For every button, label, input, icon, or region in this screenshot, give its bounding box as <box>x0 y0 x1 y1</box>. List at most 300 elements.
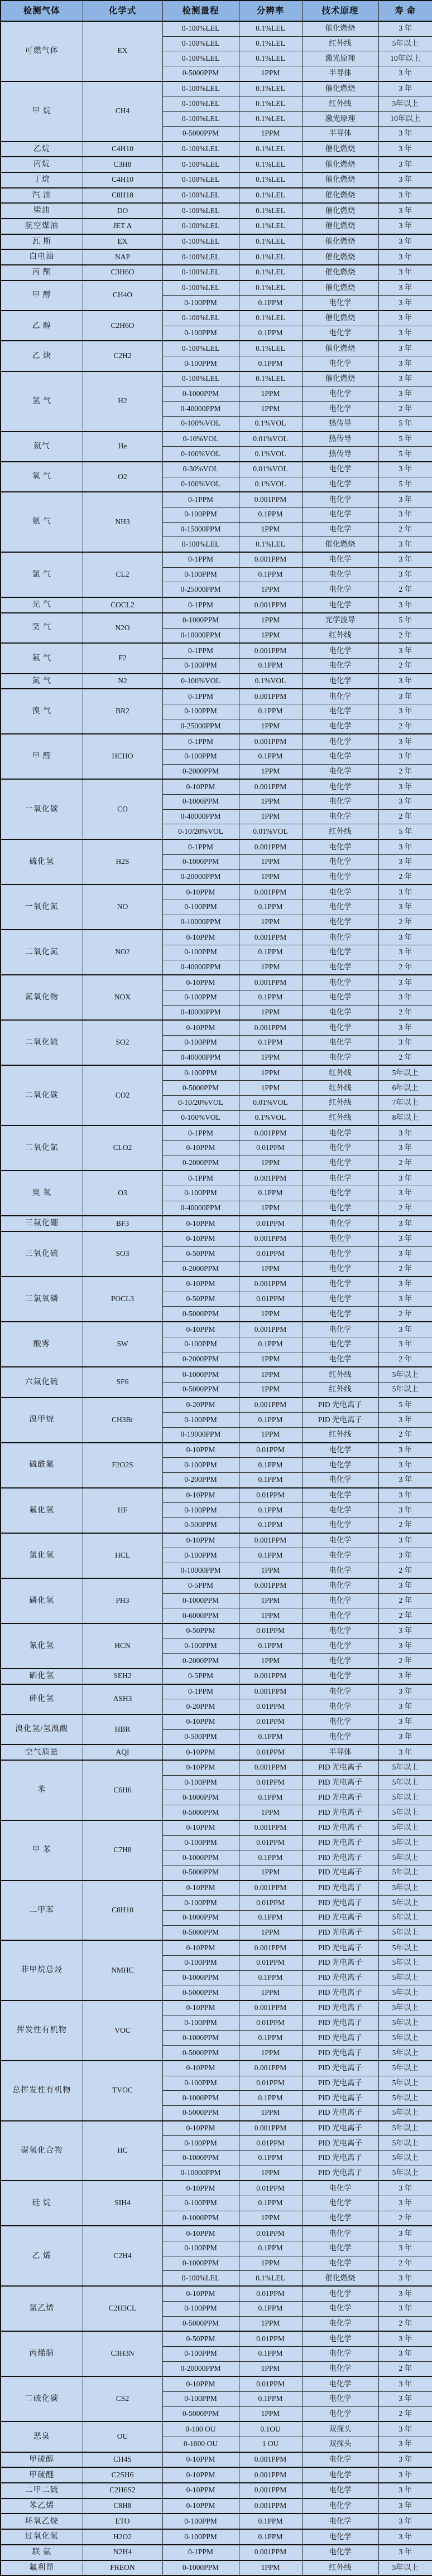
principle-cell: 催化燃烧 <box>302 2271 378 2286</box>
table-row <box>1 2181 432 2196</box>
life-cell: 5年以上 <box>378 2031 432 2046</box>
gas-name-cell: 三氧化硫 <box>1 1231 83 1277</box>
resolution-cell: 0.1%LEL <box>239 234 302 250</box>
resolution-cell: 0.001PPM <box>239 1881 302 1896</box>
formula-cell: NOX <box>83 975 162 1020</box>
range-cell: 0-1PPM <box>162 734 239 749</box>
principle-cell: 红外线 <box>302 1095 378 1110</box>
principle-cell: 催化燃烧 <box>302 281 378 296</box>
table-row <box>1 2483 432 2498</box>
table-row <box>1 734 432 749</box>
principle-cell: 红外线 <box>302 1065 378 1080</box>
resolution-cell: 0.01%VOL <box>239 1095 302 1110</box>
life-cell: 2 年 <box>378 2406 432 2422</box>
gas-name-cell: 磷化氢 <box>1 1578 83 1623</box>
gas-name-cell: 甲 醇 <box>1 281 83 311</box>
life-cell: 3 年 <box>378 1699 432 1714</box>
life-cell: 3 年 <box>378 704 432 719</box>
life-cell: 3 年 <box>378 1036 432 1051</box>
range-cell: 0-40000PPM <box>162 1050 239 1065</box>
principle-cell: 催化燃烧 <box>302 203 378 219</box>
life-cell: 5年以上 <box>378 1940 432 1955</box>
resolution-cell: 0.1PPM <box>239 567 302 582</box>
gas-name-cell: 乙 炔 <box>1 341 83 371</box>
principle-cell: 红外线 <box>302 1081 378 1096</box>
principle-cell: 电化学 <box>302 1684 378 1699</box>
formula-cell: SIH4 <box>83 2181 162 2226</box>
principle-cell: 电化学 <box>302 522 378 537</box>
principle-cell: 电化学 <box>302 1729 378 1744</box>
gas-name-cell: 氟利昂 <box>1 2560 83 2576</box>
range-cell: 0-100PPM <box>162 2016 239 2031</box>
principle-cell: 催化燃烧 <box>302 311 378 326</box>
formula-cell: C8H10 <box>83 1881 162 1941</box>
life-cell: 3 年 <box>378 2196 432 2211</box>
life-cell: 2 年 <box>378 764 432 779</box>
principle-cell: 电化学 <box>302 764 378 779</box>
principle-cell: 电化学 <box>302 597 378 613</box>
principle-cell: 电化学 <box>302 1623 378 1639</box>
principle-cell: 电化学 <box>302 296 378 311</box>
principle-cell: 电化学 <box>302 2301 378 2316</box>
life-cell: 3 年 <box>378 126 432 141</box>
formula-cell: HF <box>83 1488 162 1533</box>
resolution-cell: 1PPM <box>239 1367 302 1382</box>
principle-cell: 催化燃烧 <box>302 219 378 234</box>
gas-name-cell: 恶臭 <box>1 2422 83 2452</box>
principle-cell: PID 光电离子 <box>302 1985 378 2000</box>
range-cell: 0-1000PPM <box>162 2091 239 2106</box>
range-cell: 0-10PPM <box>162 1760 239 1775</box>
life-cell: 2 年 <box>378 1156 432 1171</box>
life-cell: 2 年 <box>378 1352 432 1367</box>
gas-name-cell: 三氯氧磷 <box>1 1277 83 1322</box>
range-cell: 0-5000PPM <box>162 2406 239 2422</box>
principle-cell: 电化学 <box>302 750 378 765</box>
range-cell: 0-40000PPM <box>162 1201 239 1216</box>
formula-cell: N2 <box>83 674 162 689</box>
life-cell: 3 年 <box>378 2422 432 2437</box>
range-cell: 0-100PPM <box>162 2529 239 2545</box>
range-cell: 0-5000PPM <box>162 126 239 141</box>
life-cell: 3 年 <box>378 1246 432 1262</box>
formula-cell: HCHO <box>83 734 162 779</box>
resolution-cell: 0.1%LEL <box>239 249 302 265</box>
life-cell: 3 年 <box>378 356 432 371</box>
formula-cell: H2S <box>83 839 162 885</box>
principle-cell: PID 光电离子 <box>302 1970 378 1985</box>
principle-cell: 半导体 <box>302 126 378 141</box>
gas-name-cell: 丙烯腈 <box>1 2331 83 2376</box>
resolution-cell: 0.001PPM <box>239 839 302 854</box>
range-cell: 0-20000PPM <box>162 2361 239 2376</box>
life-cell: 5年以上 <box>378 96 432 112</box>
formula-cell: C8H18 <box>83 188 162 204</box>
resolution-cell: 1PPM <box>239 1081 302 1096</box>
range-cell: 0-10000PPM <box>162 915 239 930</box>
life-cell: 3 年 <box>378 900 432 915</box>
range-cell: 0-1000PPM <box>162 1367 239 1382</box>
resolution-cell: 1PPM <box>239 1608 302 1623</box>
table-row <box>1 1881 432 1896</box>
gas-name-cell: 氮氧化物 <box>1 975 83 1020</box>
range-cell: 0-100PPM <box>162 1458 239 1473</box>
range-cell: 0-100PPM <box>162 296 239 311</box>
principle-cell: 红外线 <box>302 628 378 643</box>
resolution-cell: 0.1%LEL <box>239 219 302 234</box>
life-cell: 3 年 <box>378 2514 432 2529</box>
life-cell: 3 年 <box>378 945 432 960</box>
range-cell: 0-10PPM <box>162 1533 239 1548</box>
resolution-cell: 0.001PPM <box>239 689 302 704</box>
formula-cell: ASH3 <box>83 1684 162 1714</box>
table-row <box>1 885 432 900</box>
principle-cell: 电化学 <box>302 582 378 597</box>
resolution-cell: 0.01PPM <box>239 1443 302 1458</box>
principle-cell: 电化学 <box>302 1548 378 1563</box>
resolution-cell: 1PPM <box>239 522 302 537</box>
formula-cell: C2H2 <box>83 341 162 371</box>
principle-cell: 催化燃烧 <box>302 142 378 157</box>
gas-name-cell: 溴化氢/氢溴酸 <box>1 1714 83 1744</box>
resolution-cell: 0.1PPM <box>239 2301 302 2316</box>
life-cell: 5年以上 <box>378 2166 432 2181</box>
formula-cell: VOC <box>83 2000 162 2061</box>
formula-cell: CH4S <box>83 2452 162 2468</box>
resolution-cell: 0.001PPM <box>239 2545 302 2560</box>
range-cell: 0-40000PPM <box>162 960 239 975</box>
life-cell: 3 年 <box>378 371 432 386</box>
principle-cell: 电化学 <box>302 2391 378 2406</box>
table-row <box>1 613 432 628</box>
principle-cell: 电化学 <box>302 854 378 869</box>
range-cell: 0-100PPM <box>162 1775 239 1790</box>
resolution-cell: 0.01PPM <box>239 1835 302 1850</box>
range-cell: 0-100%LEL <box>162 188 239 204</box>
range-cell: 0-5000PPM <box>162 2316 239 2331</box>
table-row <box>1 674 432 689</box>
life-cell: 5年以上 <box>378 2105 432 2120</box>
life-cell: 5年以上 <box>378 1760 432 1775</box>
formula-cell: N2O <box>83 613 162 643</box>
life-cell: 3 年 <box>378 734 432 749</box>
life-cell: 10年以上 <box>378 51 432 66</box>
life-cell: 3 年 <box>378 2181 432 2196</box>
gas-name-cell: 甲 烷 <box>1 81 83 142</box>
principle-cell: 电化学 <box>302 975 378 990</box>
range-cell: 0-10/20%VOL <box>162 824 239 839</box>
formula-cell: SO3 <box>83 1231 162 1277</box>
life-cell: 3 年 <box>378 311 432 326</box>
range-cell: 0-15000PPM <box>162 522 239 537</box>
resolution-cell: 0.1PPM <box>239 356 302 371</box>
resolution-cell: 0.01PPM <box>239 2181 302 2196</box>
formula-cell: C6H6 <box>83 1760 162 1820</box>
resolution-cell: 0.01%VOL <box>239 824 302 839</box>
gas-name-cell: 砷化氢 <box>1 1684 83 1714</box>
gas-name-cell: 航空煤油 <box>1 219 83 234</box>
principle-cell: 红外线 <box>302 1382 378 1397</box>
principle-cell: PID 光电离子 <box>302 1925 378 1940</box>
table-row <box>1 1623 432 1639</box>
formula-cell: OU <box>83 2422 162 2452</box>
life-cell: 3 年 <box>378 2271 432 2286</box>
range-cell: 0-100PPM <box>162 2196 239 2211</box>
life-cell: 3 年 <box>378 2545 432 2560</box>
resolution-cell: 0.1%LEL <box>239 311 302 326</box>
life-cell: 3 年 <box>378 1729 432 1744</box>
resolution-cell: 1PPM <box>239 582 302 597</box>
life-cell: 2 年 <box>378 2361 432 2376</box>
life-cell: 3 年 <box>378 1231 432 1246</box>
resolution-cell: 0.1PPM <box>239 2091 302 2106</box>
resolution-cell: 0.01PPM <box>239 1775 302 1790</box>
range-cell: 0-1000 OU <box>162 2437 239 2452</box>
gas-name-cell: 一氧化氮 <box>1 885 83 930</box>
principle-cell: 激光原理 <box>302 51 378 66</box>
range-cell: 0-100%LEL <box>162 341 239 356</box>
table-header <box>1 1 432 21</box>
resolution-cell: 0.01PPM <box>239 1744 302 1760</box>
range-cell: 0-10PPM <box>162 2286 239 2301</box>
resolution-cell: 0.001PPM <box>239 2498 302 2514</box>
table-row <box>1 172 432 188</box>
resolution-cell: 1PPM <box>239 628 302 643</box>
formula-cell: C8H8 <box>83 2498 162 2514</box>
range-cell: 0-100PPM <box>162 1337 239 1352</box>
life-cell: 5年以上 <box>378 2016 432 2031</box>
gas-name-cell: 柴油 <box>1 203 83 219</box>
range-cell: 0-1000PPM <box>162 854 239 869</box>
range-cell: 0-1PPM <box>162 643 239 658</box>
life-cell: 2 年 <box>378 1593 432 1608</box>
resolution-cell: 0.001PPM <box>239 552 302 567</box>
life-cell: 5 年 <box>378 613 432 628</box>
principle-cell: 电化学 <box>302 1518 378 1533</box>
formula-cell: POCL3 <box>83 1277 162 1322</box>
resolution-cell: 0.1PPM <box>239 2346 302 2361</box>
resolution-cell: 0.001PPM <box>239 597 302 613</box>
life-cell: 5年以上 <box>378 1367 432 1382</box>
principle-cell: 电化学 <box>302 1533 378 1548</box>
range-cell: 0-1000PPM <box>162 2256 239 2271</box>
range-cell: 0-100%LEL <box>162 36 239 51</box>
gas-name-cell: 六氟化硫 <box>1 1367 83 1397</box>
life-cell: 5 年 <box>378 1398 432 1413</box>
principle-cell: 电化学 <box>302 658 378 673</box>
life-cell: 5年以上 <box>378 1910 432 1925</box>
resolution-cell: 0.001PPM <box>239 1578 302 1593</box>
table-row <box>1 1171 432 1186</box>
life-cell: 3 年 <box>378 1140 432 1156</box>
life-cell: 3 年 <box>378 142 432 157</box>
table-row <box>1 1940 432 1955</box>
life-cell: 3 年 <box>378 1186 432 1201</box>
range-cell: 0-10PPM <box>162 1820 239 1835</box>
range-cell: 0-100%LEL <box>162 265 239 281</box>
life-cell: 3 年 <box>378 839 432 854</box>
range-cell: 0-10000PPM <box>162 1563 239 1578</box>
life-cell: 3 年 <box>378 157 432 172</box>
formula-cell: COCL2 <box>83 597 162 613</box>
resolution-cell: 0.1PPM <box>239 1850 302 1865</box>
resolution-cell: 0.1PPM <box>239 1186 302 1201</box>
resolution-cell: 0.1%LEL <box>239 172 302 188</box>
principle-cell: PID 光电离子 <box>302 2076 378 2091</box>
range-cell: 0-1000PPM <box>162 2031 239 2046</box>
life-cell: 3 年 <box>378 234 432 250</box>
resolution-cell: 0.1PPM <box>239 1729 302 1744</box>
formula-cell: NO <box>83 885 162 930</box>
resolution-cell: 0.1%LEL <box>239 537 302 552</box>
range-cell: 0-100%LEL <box>162 172 239 188</box>
gas-name-cell: 溴 气 <box>1 689 83 734</box>
principle-cell: 电化学 <box>302 1277 378 1292</box>
range-cell: 0-10PPM <box>162 1714 239 1729</box>
col-header-principle: 技术原理 <box>302 1 378 21</box>
principle-cell: 电化学 <box>302 567 378 582</box>
table-row <box>1 311 432 326</box>
range-cell: 0-5000PPM <box>162 2105 239 2120</box>
formula-cell: HC <box>83 2121 162 2181</box>
formula-cell: C4H10 <box>83 172 162 188</box>
resolution-cell: 0.1PPM <box>239 900 302 915</box>
life-cell: 5年以上 <box>378 1382 432 1397</box>
principle-cell: 电化学 <box>302 2331 378 2346</box>
principle-cell: 电化学 <box>302 2346 378 2361</box>
life-cell: 5年以上 <box>378 2076 432 2091</box>
principle-cell: 电化学 <box>302 779 378 794</box>
gas-name-cell: 二甲苯 <box>1 1881 83 1941</box>
range-cell: 0-100PPM <box>162 990 239 1006</box>
life-cell: 2 年 <box>378 915 432 930</box>
range-cell: 0-19000PPM <box>162 1427 239 1442</box>
principle-cell: 电化学 <box>302 2406 378 2422</box>
life-cell: 5年以上 <box>378 1896 432 1911</box>
table-row <box>1 1125 432 1140</box>
range-cell: 0-5000PPM <box>162 1307 239 1322</box>
range-cell: 0-100PPM <box>162 1639 239 1654</box>
life-cell: 3 年 <box>378 2437 432 2452</box>
resolution-cell: 0.1%LEL <box>239 188 302 204</box>
table-row <box>1 1578 432 1593</box>
table-row <box>1 1443 432 1458</box>
table-row <box>1 81 432 96</box>
resolution-cell: 1PPM <box>239 764 302 779</box>
resolution-cell: 0.1PPM <box>239 1518 302 1533</box>
life-cell: 5年以上 <box>378 2121 432 2136</box>
life-cell: 6年以上 <box>378 1081 432 1096</box>
resolution-cell: 1PPM <box>239 1050 302 1065</box>
table-row <box>1 1488 432 1503</box>
table-row <box>1 2514 432 2529</box>
range-cell: 0-1PPM <box>162 597 239 613</box>
table-row <box>1 1277 432 1292</box>
resolution-cell: 0.01%VOL <box>239 432 302 447</box>
life-cell: 5年以上 <box>378 2560 432 2576</box>
principle-cell: 催化燃烧 <box>302 341 378 356</box>
resolution-cell: 0.001PPM <box>239 1231 302 1246</box>
principle-cell: 电化学 <box>302 2529 378 2545</box>
resolution-cell: 1PPM <box>239 1563 302 1578</box>
range-cell: 0-20000PPM <box>162 869 239 885</box>
principle-cell: 电化学 <box>302 2196 378 2211</box>
principle-cell: 电化学 <box>302 2376 378 2391</box>
formula-cell: BF3 <box>83 1216 162 1231</box>
resolution-cell: 0.01PPM <box>239 1216 302 1231</box>
life-cell: 5年以上 <box>378 1956 432 1971</box>
life-cell: 3 年 <box>378 265 432 281</box>
range-cell: 0-10PPM <box>162 1216 239 1231</box>
life-cell: 3 年 <box>378 1488 432 1503</box>
principle-cell: 电化学 <box>302 1443 378 1458</box>
life-cell: 3 年 <box>378 1443 432 1458</box>
life-cell: 3 年 <box>378 203 432 219</box>
resolution-cell: 0.1PPM <box>239 750 302 765</box>
range-cell: 0-50PPM <box>162 1623 239 1639</box>
range-cell: 0-100PPM <box>162 1956 239 1971</box>
life-cell: 3 年 <box>378 885 432 900</box>
range-cell: 0-1000PPM <box>162 2211 239 2226</box>
table-row <box>1 839 432 854</box>
formula-cell: F2 <box>83 643 162 673</box>
life-cell: 5年以上 <box>378 2150 432 2166</box>
resolution-cell: 0.1PPM <box>239 1910 302 1925</box>
principle-cell: 电化学 <box>302 2316 378 2331</box>
resolution-cell: 0.01PPM <box>239 2376 302 2391</box>
gas-name-cell: 甲 苯 <box>1 1820 83 1881</box>
formula-cell: CH3Br <box>83 1398 162 1443</box>
principle-cell: 红外线 <box>302 36 378 51</box>
range-cell: 0-100%LEL <box>162 81 239 96</box>
life-cell: 2 年 <box>378 960 432 975</box>
range-cell: 0-2000PPM <box>162 764 239 779</box>
resolution-cell: 0.01%VOL <box>239 462 302 477</box>
resolution-cell: 0.1PPM <box>239 1036 302 1051</box>
principle-cell: 双探头 <box>302 2437 378 2452</box>
resolution-cell: 1PPM <box>239 2361 302 2376</box>
range-cell: 0-10PPM <box>162 1744 239 1760</box>
life-cell: 3 年 <box>378 219 432 234</box>
principle-cell: 激光原理 <box>302 112 378 127</box>
range-cell: 0-1000PPM <box>162 613 239 628</box>
principle-cell: 红外线 <box>302 824 378 839</box>
resolution-cell: 0.1PPM <box>239 990 302 1006</box>
principle-cell: 电化学 <box>302 869 378 885</box>
principle-cell: 电化学 <box>302 2452 378 2468</box>
life-cell: 3 年 <box>378 537 432 552</box>
formula-cell: O3 <box>83 1171 162 1216</box>
life-cell: 3 年 <box>378 552 432 567</box>
life-cell: 2 年 <box>378 1307 432 1322</box>
resolution-cell: 0.001PPM <box>239 1684 302 1699</box>
range-cell: 0-10PPM <box>162 2121 239 2136</box>
resolution-cell: 1PPM <box>239 386 302 402</box>
resolution-cell: 0.001PPM <box>239 2452 302 2468</box>
resolution-cell: 0.1%VOL <box>239 674 302 689</box>
range-cell: 0-1000PPM <box>162 1910 239 1925</box>
principle-cell: PID 光电离子 <box>302 1910 378 1925</box>
formula-cell: BR2 <box>83 689 162 734</box>
col-header-range: 检测量程 <box>162 1 239 21</box>
principle-cell: 红外线 <box>302 2560 378 2576</box>
principle-cell: 电化学 <box>302 1578 378 1593</box>
principle-cell: 电化学 <box>302 1050 378 1065</box>
range-cell: 0-1PPM <box>162 552 239 567</box>
resolution-cell: 0.1PPM <box>239 2391 302 2406</box>
range-cell: 0-100%LEL <box>162 112 239 127</box>
life-cell: 5 年 <box>378 477 432 492</box>
